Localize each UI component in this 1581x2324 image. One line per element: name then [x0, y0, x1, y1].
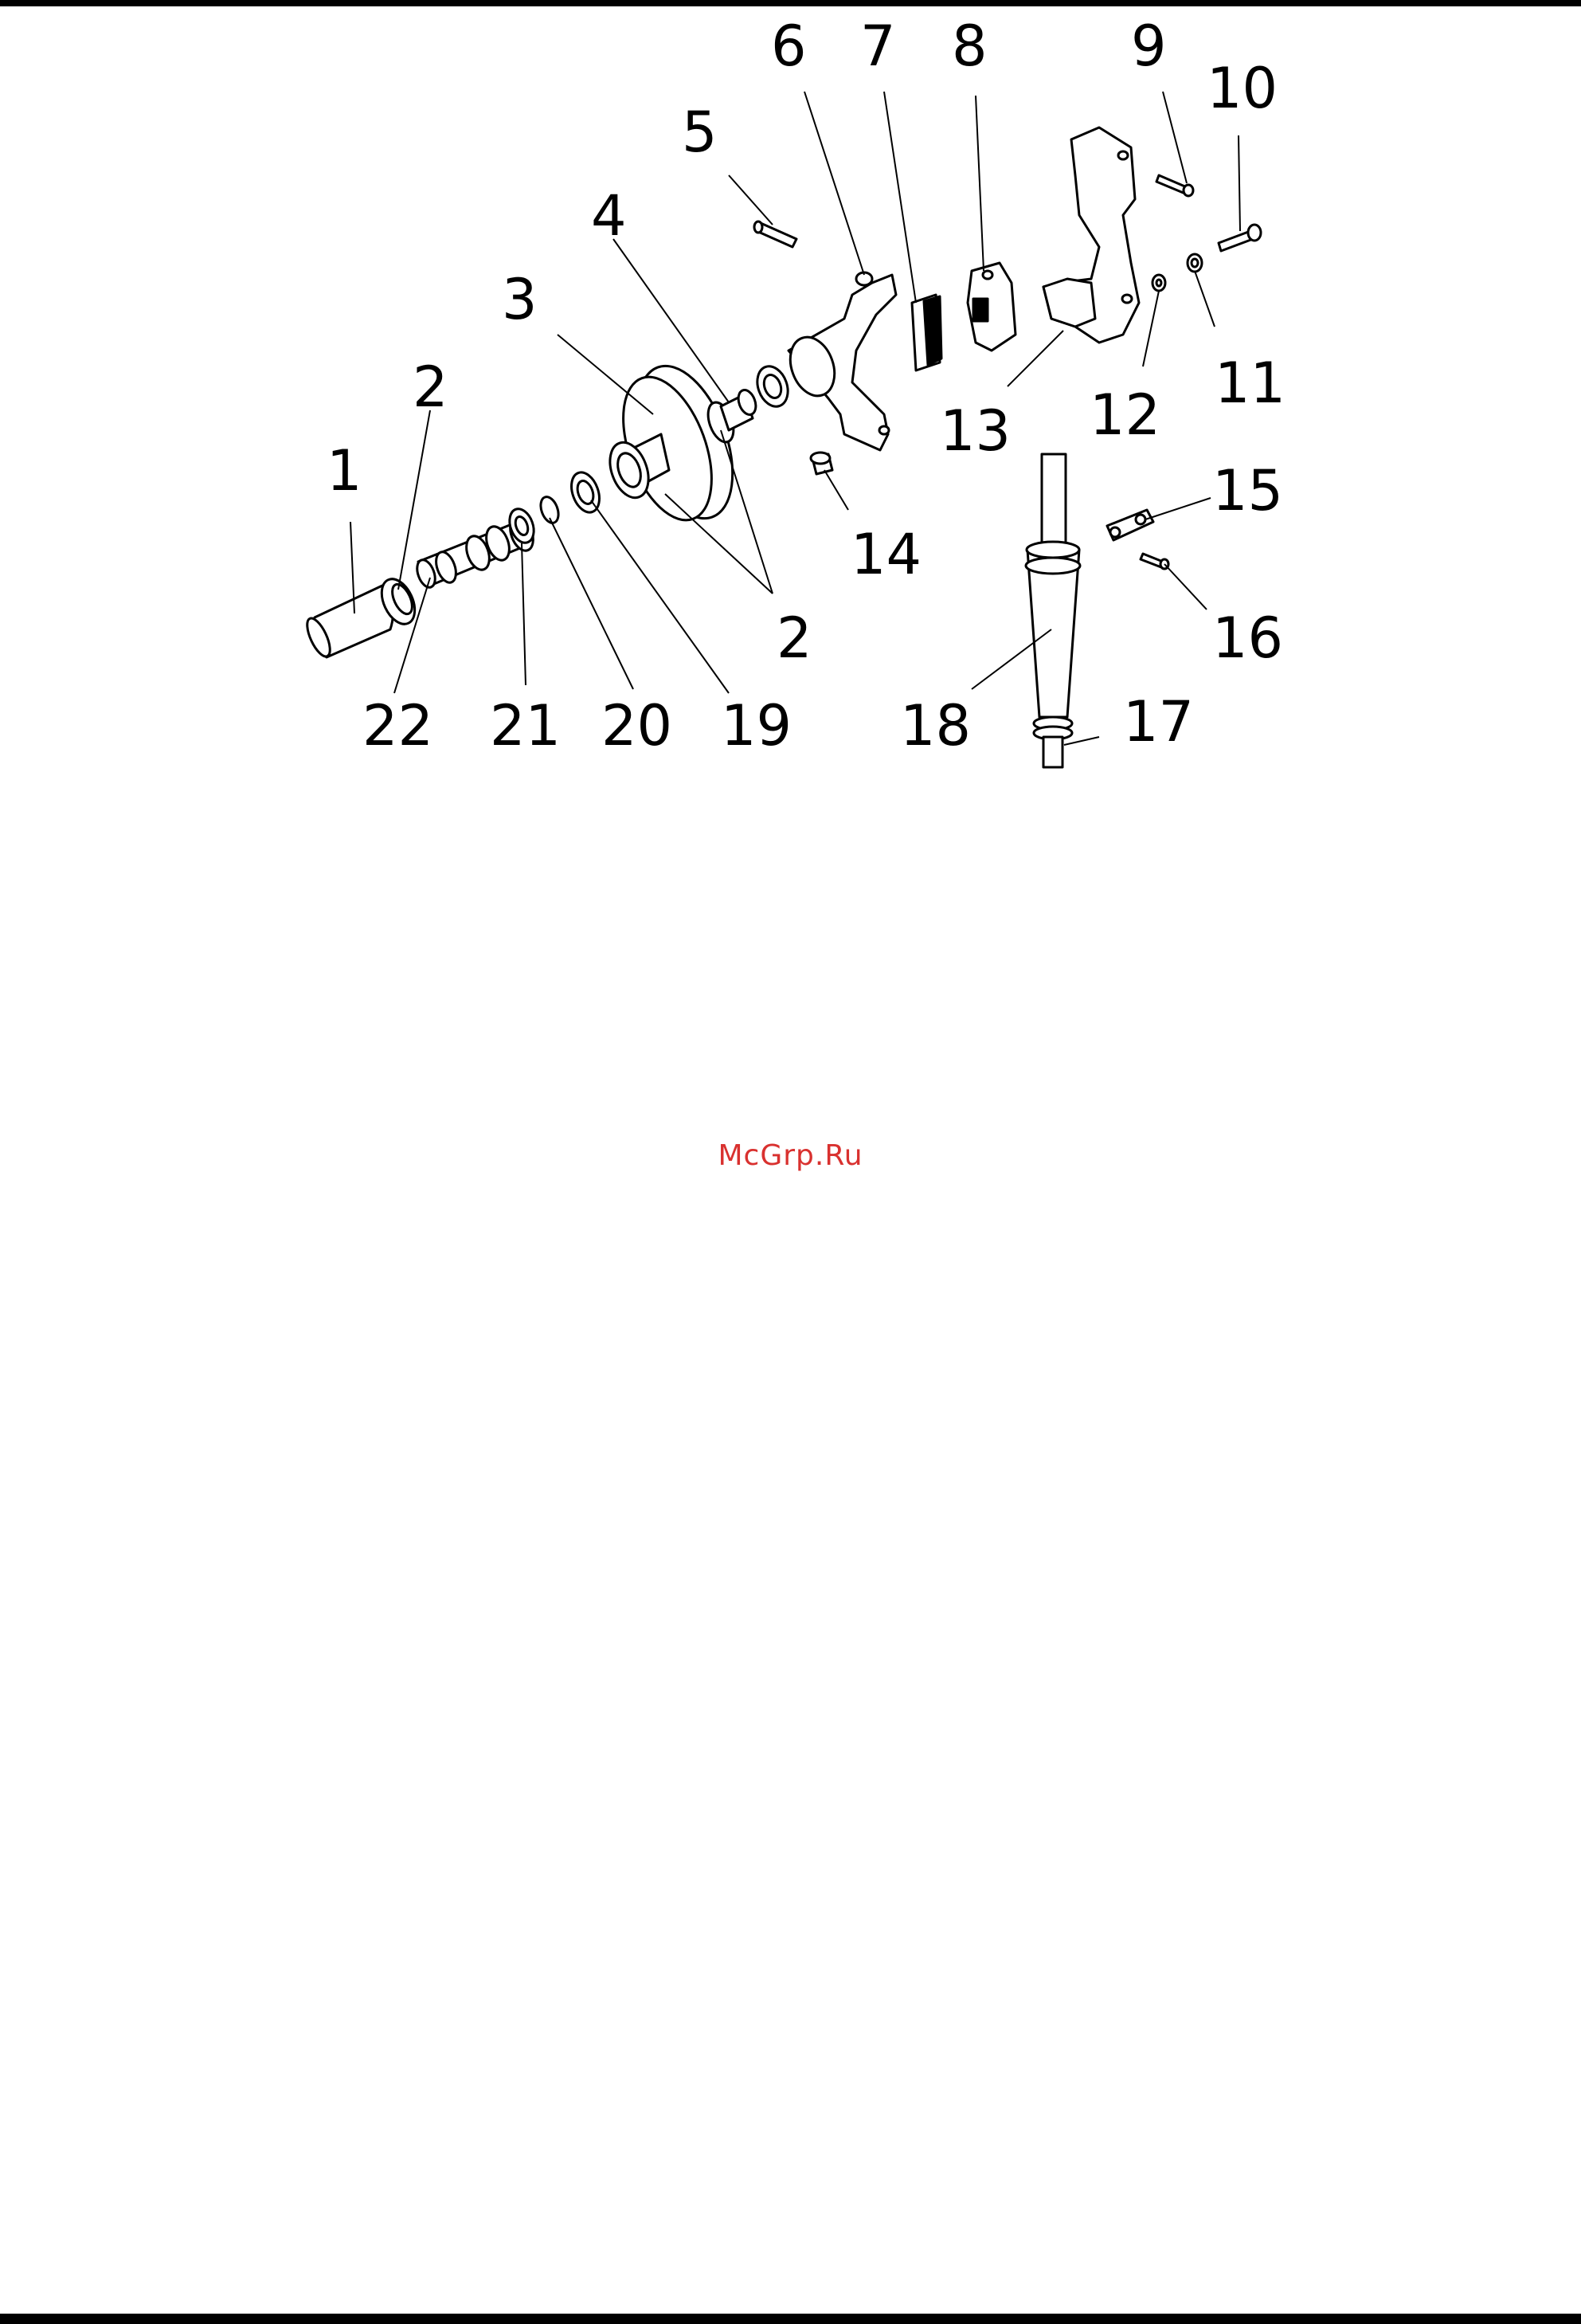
callout-15: 15 [1212, 458, 1284, 523]
callout-4: 4 [591, 183, 627, 249]
callout-14: 14 [851, 522, 922, 587]
callout-9: 9 [1131, 14, 1167, 79]
callout-13: 13 [940, 398, 1012, 464]
part-18-strut-boot [1026, 454, 1080, 767]
part-15-clip [1107, 510, 1153, 540]
watermark: McGrp.Ru [718, 1139, 863, 1172]
callout-11: 11 [1215, 351, 1286, 416]
callout-3: 3 [502, 267, 538, 332]
callout-18: 18 [900, 693, 972, 758]
callout-16: 16 [1212, 605, 1284, 671]
callout-5: 5 [682, 100, 718, 165]
callout-12: 12 [1090, 382, 1161, 448]
callout-2-upper: 2 [413, 355, 448, 420]
callout-2-lower: 2 [777, 605, 812, 671]
callout-10: 10 [1207, 56, 1278, 121]
part-6-steering-knuckle [752, 272, 896, 450]
callout-22: 22 [362, 693, 434, 758]
callout-6: 6 [771, 14, 807, 79]
part-20-washer [538, 495, 562, 526]
part-12-washer [1152, 275, 1165, 291]
callout-8: 8 [952, 14, 988, 79]
part-16-screw [1141, 554, 1168, 569]
exploded-parts-diagram [0, 0, 1581, 797]
part-7-brake-pad [912, 295, 941, 370]
callout-1: 1 [327, 438, 362, 504]
part-1-hub-sleeve [303, 574, 421, 660]
callout-19: 19 [721, 693, 792, 758]
part-14-nut [811, 453, 832, 474]
callout-7: 7 [860, 14, 896, 79]
part-8-caliper-assembly [968, 263, 1016, 351]
bottom-rule [0, 2314, 1581, 2324]
part-19-bearing [566, 468, 605, 516]
callout-20: 20 [601, 693, 673, 758]
callout-21: 21 [490, 693, 562, 758]
part-4-bearing [721, 388, 759, 430]
part-9-bolt [1156, 175, 1193, 196]
part-5-pin [754, 221, 796, 247]
part-11-nut [1188, 254, 1202, 272]
callout-17: 17 [1123, 689, 1195, 754]
part-13-caliper-bracket [1043, 127, 1139, 343]
